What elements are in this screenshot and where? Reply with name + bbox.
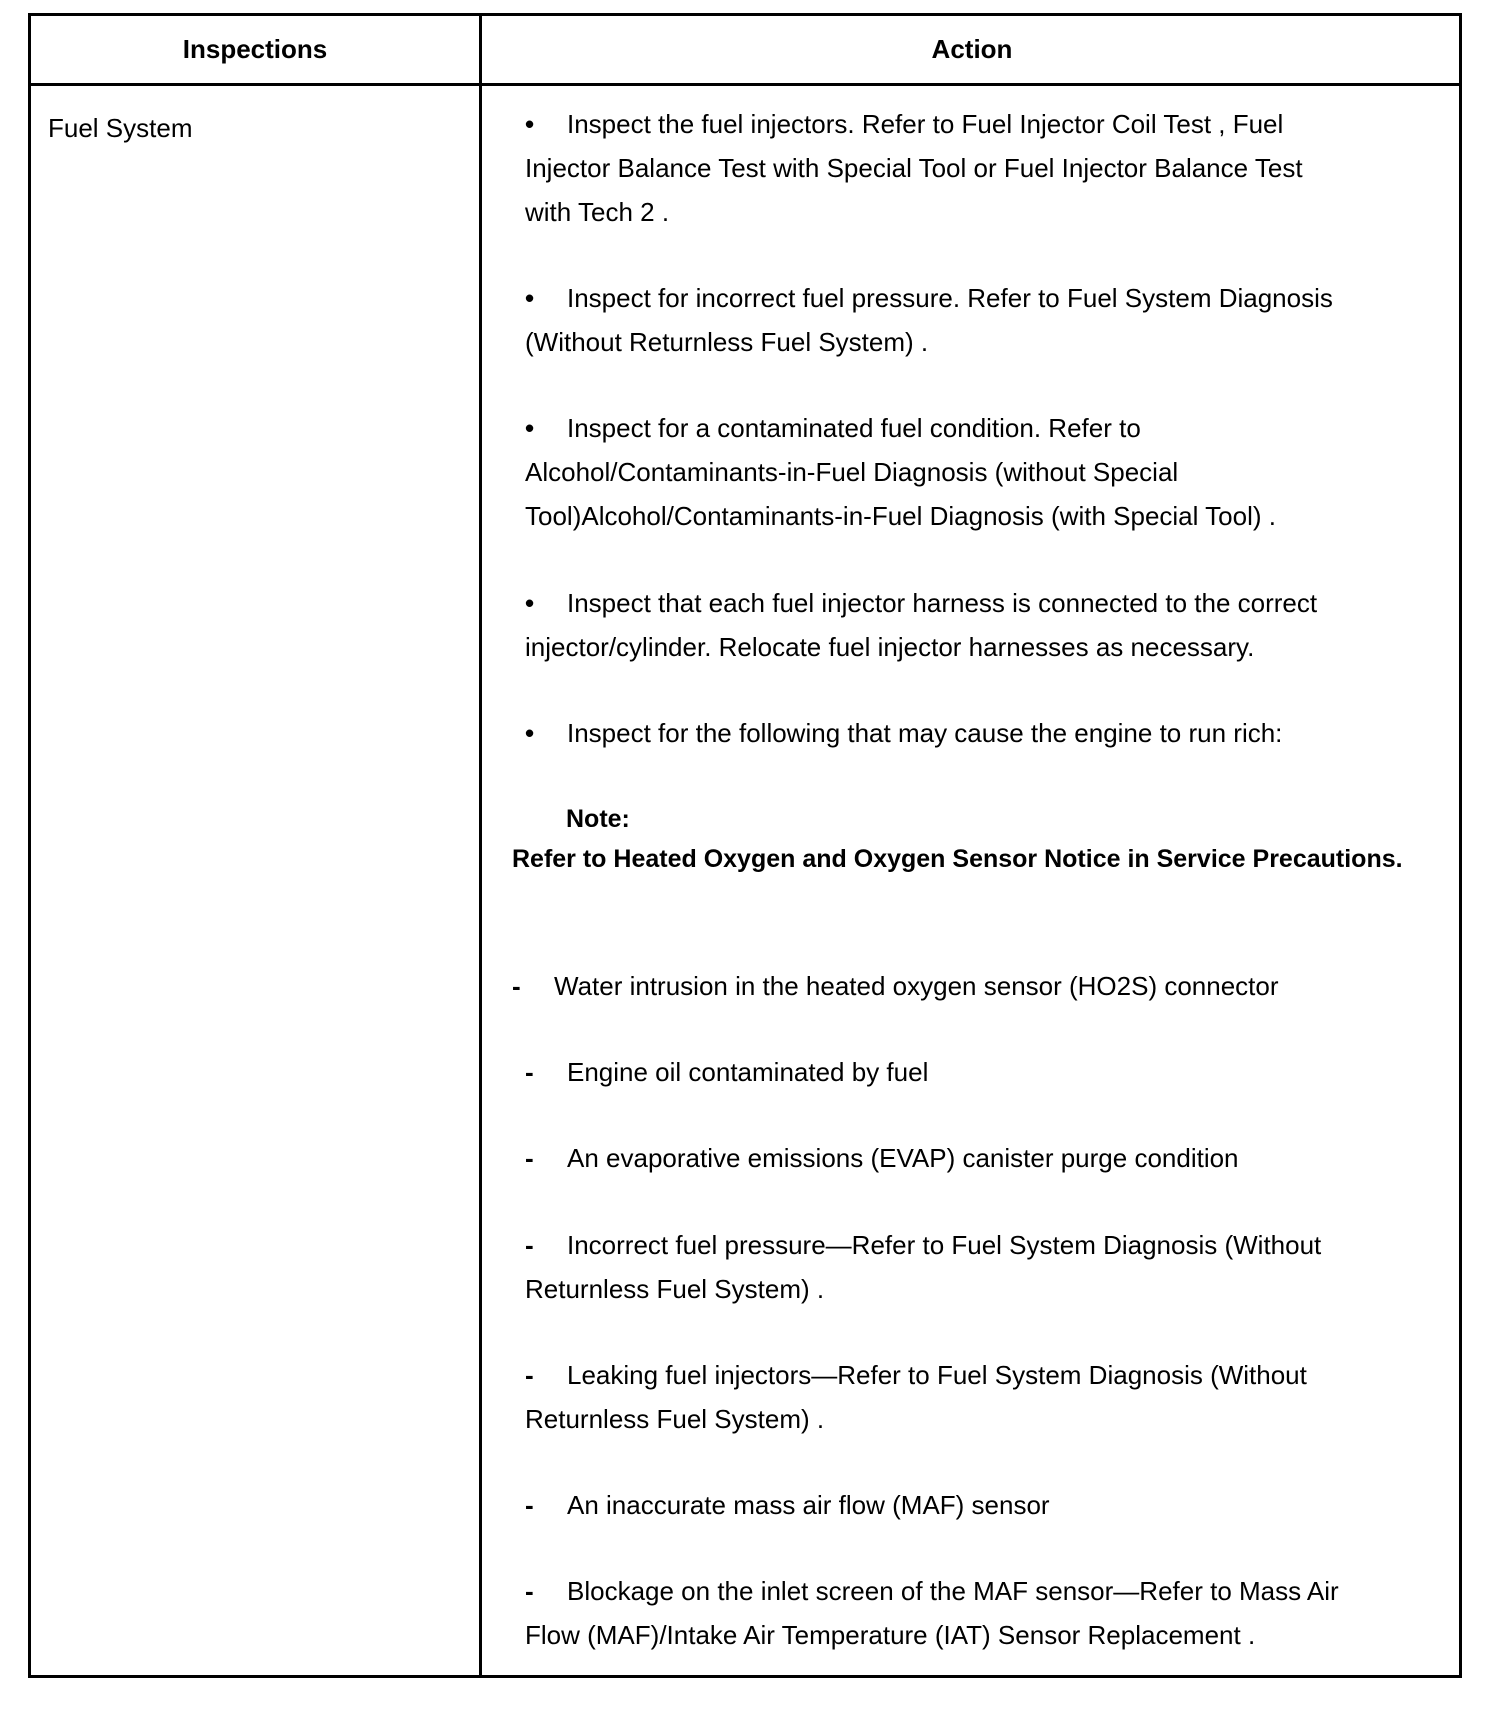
item-line: Inspect for a contaminated fuel condition. Refer to [567,413,1141,443]
item-line: Inspect the fuel injectors. Refer to Fuel Injector Coil Test , Fuel [567,109,1284,139]
list-item [525,406,1425,538]
item-line: Engine oil contaminated by fuel [567,1057,929,1087]
item-line: Returnless Fuel System) . [525,1404,825,1434]
list-item [525,1353,1425,1441]
table-header-row [31,16,1459,86]
item-line: Incorrect fuel pressure—Refer to Fuel System Diagnosis (Without [567,1230,1322,1260]
item-line: Leaking fuel injectors—Refer to Fuel System Diagnosis (Without [567,1360,1307,1390]
inspection-table [28,13,1462,1678]
item-line: injector/cylinder. Relocate fuel injector harnesses as necessary. [525,632,1255,662]
header-action: Action [931,34,1013,64]
dash-marker: - [525,1490,534,1520]
list-item [525,581,1425,669]
dash-marker: - [525,1143,534,1173]
dash-marker: - [525,1576,534,1606]
list-item [525,1136,1425,1180]
inspection-name: Fuel System [48,113,193,143]
bullet-marker: • [525,283,535,313]
note-text: Refer to Heated Oxygen and Oxygen Sensor Notice in Service Precautions. [512,845,1403,873]
header-inspections: Inspections [182,34,328,64]
list-item [525,1050,1425,1094]
dash-marker: - [525,1230,534,1260]
bullet-marker: • [525,718,535,748]
list-item [525,102,1425,234]
item-line: (Without Returnless Fuel System) . [525,327,929,357]
list-item [512,964,1412,1008]
item-line: Flow (MAF)/Intake Air Temperature (IAT) Sensor Replacement . [525,1620,1256,1650]
bullet-marker: • [525,588,535,618]
list-item [525,711,1425,755]
bullet-marker: • [525,413,535,443]
item-line: An evaporative emissions (EVAP) canister purge condition [567,1143,1239,1173]
item-line: Tool)Alcohol/Contaminants-in-Fuel Diagnosis (with Special Tool) . [525,501,1276,531]
list-item [525,276,1425,364]
item-line: with Tech 2 . [525,197,670,227]
item-line: Inspect for the following that may cause the engine to run rich: [567,718,1283,748]
item-line: Inspect for incorrect fuel pressure. Refer to Fuel System Diagnosis [567,283,1333,313]
item-line: Inspect that each fuel injector harness is connected to the correct [567,588,1318,618]
column-divider [479,16,482,1675]
item-line: An inaccurate mass air flow (MAF) sensor [567,1490,1050,1520]
item-line: Returnless Fuel System) . [525,1274,825,1304]
dash-marker: - [512,971,521,1001]
bullet-marker: • [525,109,535,139]
note-label: Note: [566,805,630,833]
item-line: Blockage on the inlet screen of the MAF sensor—Refer to Mass Air [567,1576,1339,1606]
dash-marker: - [525,1057,534,1087]
item-line: Alcohol/Contaminants-in-Fuel Diagnosis (without Special [525,457,1179,487]
list-item [525,1223,1425,1311]
list-item [525,1483,1425,1527]
dash-marker: - [525,1360,534,1390]
item-line: Injector Balance Test with Special Tool or Fuel Injector Balance Test [525,153,1303,183]
list-item [525,1569,1425,1657]
item-line: Water intrusion in the heated oxygen sensor (HO2S) connector [554,971,1279,1001]
